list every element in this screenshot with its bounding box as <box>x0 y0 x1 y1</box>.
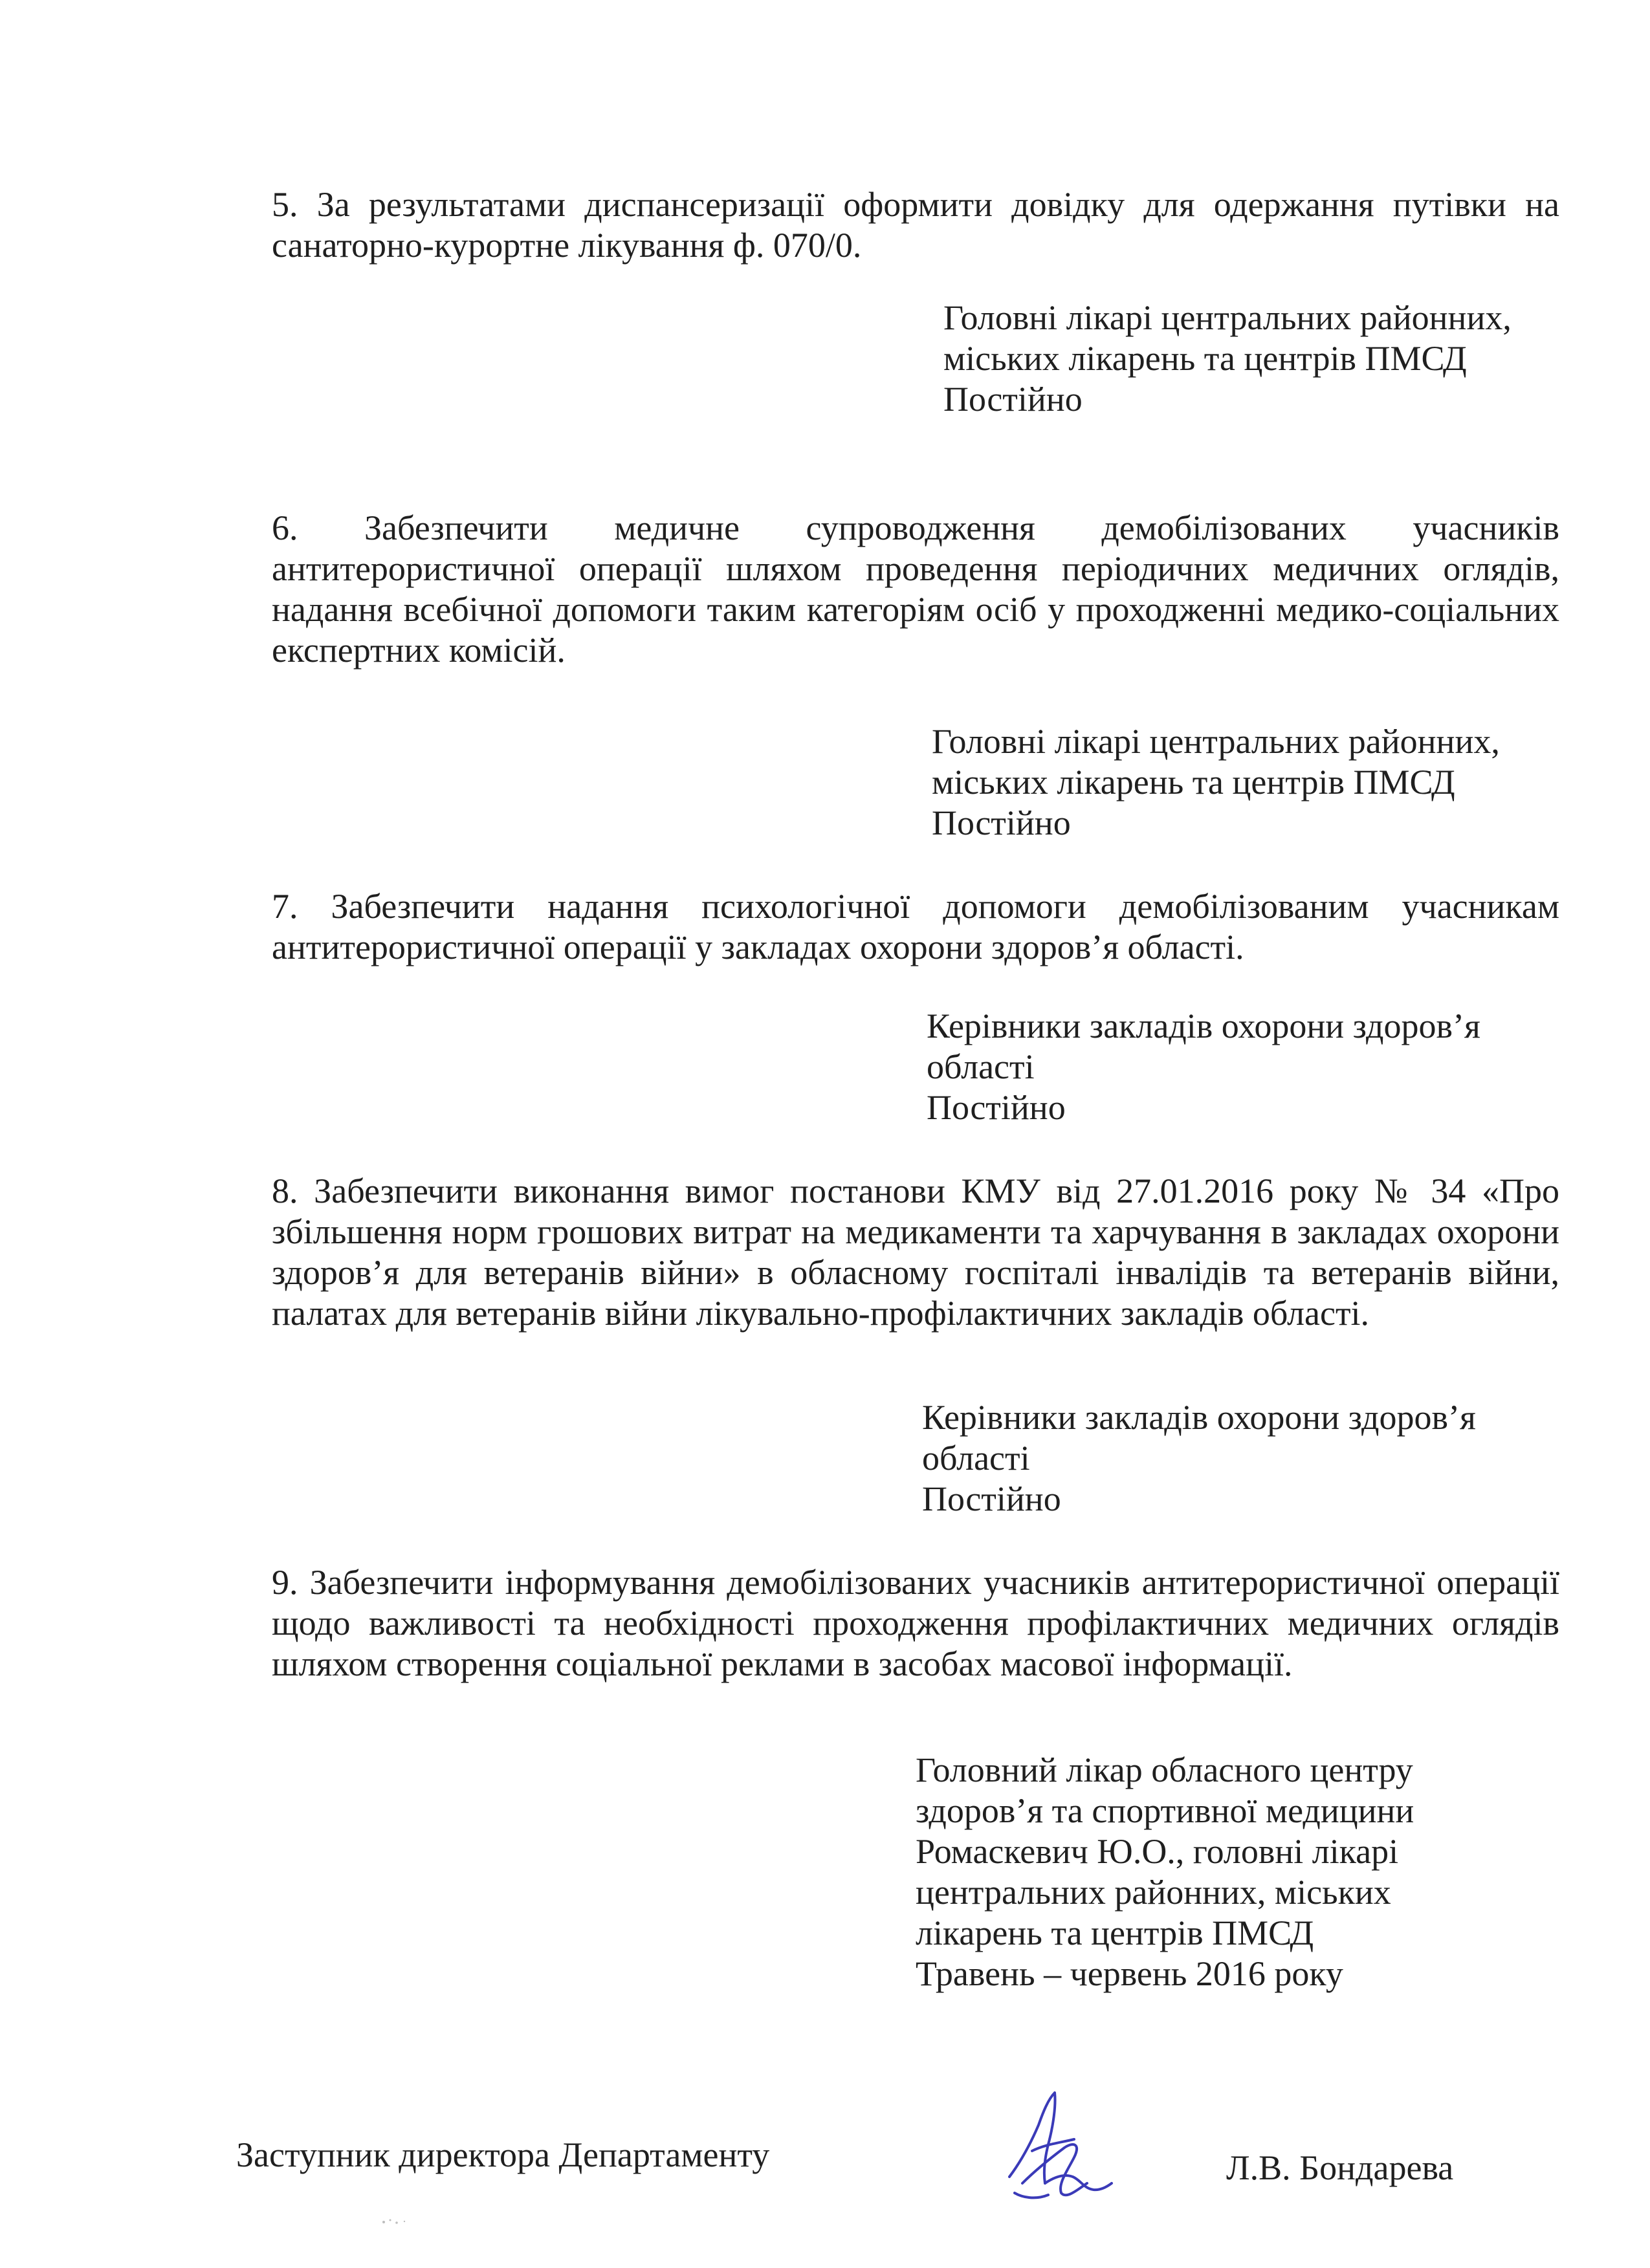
paragraph-item-7: 7. Забезпечити надання психологічної допомоги демобілізованим учасникам антитерористичної операції у закладах охорони здоров’я області. <box>272 887 1559 966</box>
responsible-block-5 <box>943 298 1512 420</box>
deadline: Постійно <box>932 803 1071 842</box>
handwritten-signature <box>984 2086 1119 2209</box>
responsible-block-8 <box>922 1397 1476 1520</box>
responsible-line: Головні лікарі центральних районних, <box>932 722 1500 761</box>
deadline: Постійно <box>922 1479 1061 1518</box>
responsible-line: міських лікарень та центрів ПМСД <box>943 339 1467 378</box>
responsible-line: Ромаскевич Ю.О., головні лікарі <box>916 1832 1399 1871</box>
responsible-line: здоров’я та спортивної медицини <box>916 1791 1414 1830</box>
responsible-block-7 <box>927 1006 1480 1128</box>
responsible-line: Керівники закладів охорони здоров’я <box>922 1398 1476 1437</box>
signatory-position: Заступник директора Департаменту <box>236 2135 770 2174</box>
responsible-line: Керівники закладів охорони здоров’я <box>927 1007 1480 1045</box>
responsible-line: області <box>927 1047 1035 1086</box>
responsible-line: Головний лікар обласного центру <box>916 1750 1413 1789</box>
responsible-block-6 <box>932 721 1500 844</box>
signatory-name: Л.В. Бондарева <box>1226 2148 1454 2187</box>
responsible-block-9 <box>916 1750 1414 1994</box>
deadline: Постійно <box>943 380 1083 419</box>
paragraph-item-9: 9. Забезпечити інформування демобілізованих учасників антитерористичної операції щодо важливості та необхідності проходження профілактичних медичних оглядів шляхом створення соціальної реклами в засобах масової інформації. <box>272 1563 1559 1683</box>
paragraph-item-8: 8. Забезпечити виконання вимог постанови КМУ від 27.01.2016 року № 34 «Про збільшення норм грошових витрат на медикаменти та харчування в закладах охорони здоров’я для ветеранів війни» в обласному госпіталі інвалідів та ветеранів війни, палатах для ветеранів війни лікувально-профілактичних закладів області. <box>272 1172 1559 1333</box>
paragraph-item-6: 6. Забезпечити медичне супроводження демобілізованих учасників антитерористичної операції шляхом проведення періодичних медичних оглядів, надання всебічної допомоги таким категоріям осіб у проходженні медико-соціальних експертних комісій. <box>272 508 1559 670</box>
deadline: Травень – червень 2016 року <box>916 1954 1343 1993</box>
paragraph-item-5: 5. За результатами диспансеризації оформити довідку для одержання путівки на санаторно-курортне лікування ф. 070/0. <box>272 185 1559 265</box>
responsible-line: області <box>922 1439 1030 1477</box>
scan-speck-decoration <box>379 2212 417 2232</box>
responsible-line: Головні лікарі центральних районних, <box>943 298 1512 337</box>
responsible-line: центральних районних, міських <box>916 1873 1391 1912</box>
deadline: Постійно <box>927 1088 1066 1127</box>
responsible-line: лікарень та центрів ПМСД <box>916 1914 1314 1952</box>
responsible-line: міських лікарень та центрів ПМСД <box>932 763 1455 801</box>
